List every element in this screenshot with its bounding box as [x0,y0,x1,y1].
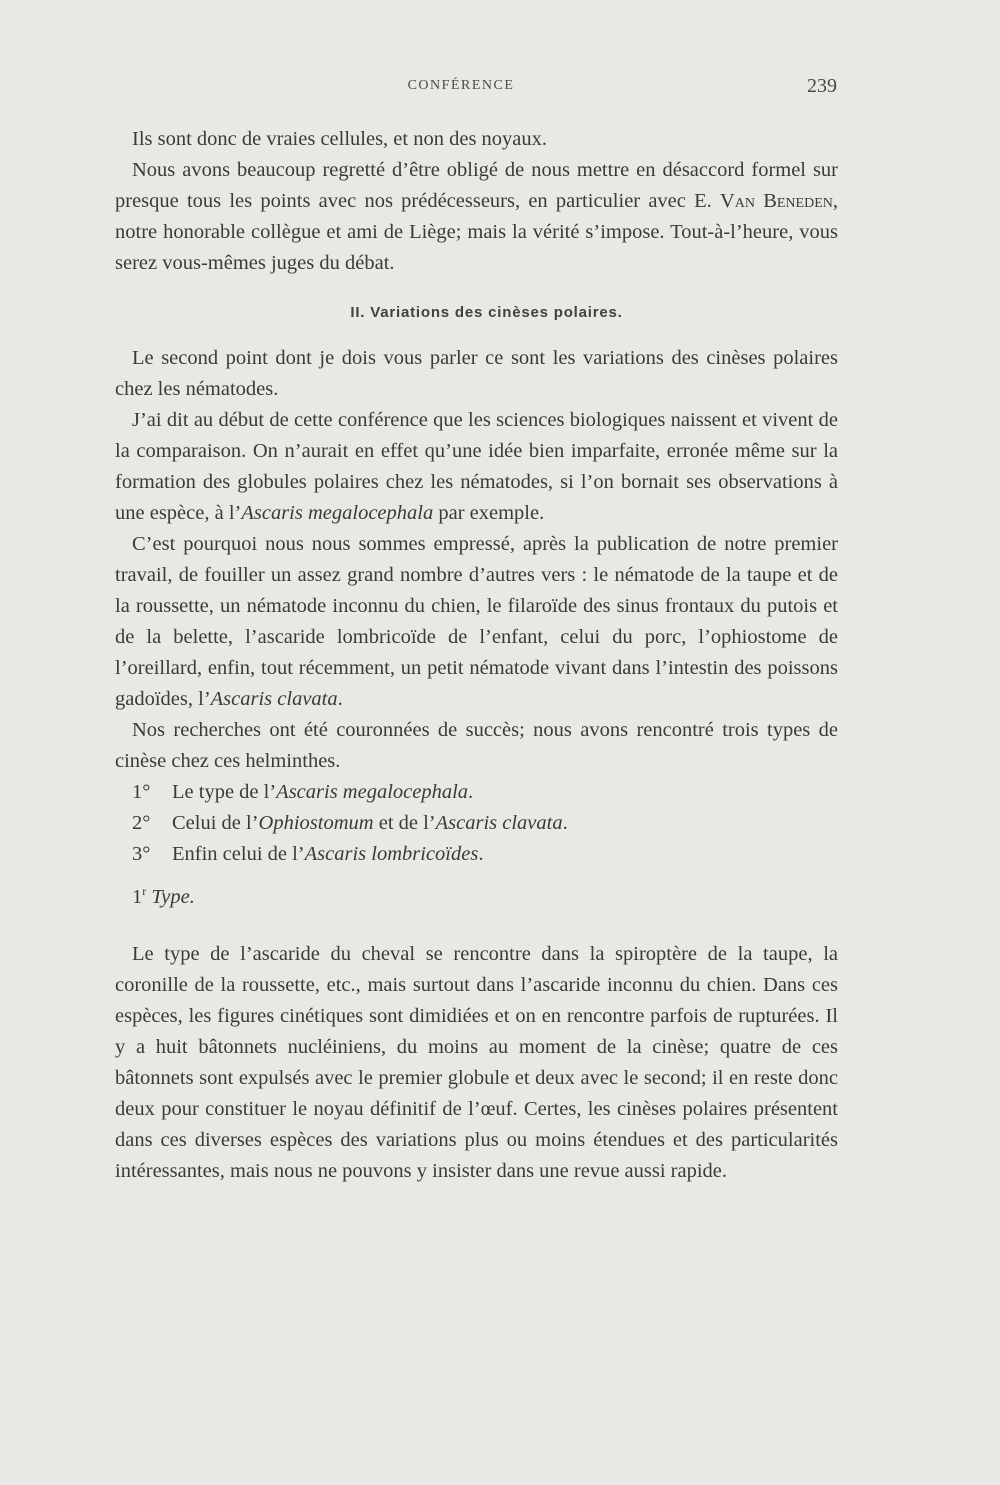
body-text [115,124,838,1187]
paragraph-7 [115,939,838,1187]
paragraph-2-text-a: Nous avons beaucoup regretté d’être obligé de nous mettre en désaccord formel sur presque tous les points avec nos prédécesseurs, en particulier avec E. [115,159,838,212]
list-text: Enfin celui de l’ [172,843,305,865]
paragraph-4-text-b: par exemple. [433,502,545,524]
list-text: . [478,843,484,865]
paragraph-2-text-b: , notre honorable collègue et ami de Liège; mais la vérité s’impose. Tout-à-l’heure, vous serez vous-mêmes juges du débat. [115,190,838,274]
paragraph-5 [115,529,838,715]
paragraph-1 [115,124,838,155]
paragraph-3 [115,343,838,405]
list-item-3 [115,839,838,870]
list-text: . [468,781,474,803]
list-text: et de l’ [373,812,436,834]
list-text: Celui de l’ [172,812,259,834]
species-name: Ascaris lombricoïdes [304,843,479,865]
author-name: Van Beneden [719,190,833,212]
type-heading [132,882,838,913]
list-number: 1° [132,781,151,803]
paragraph-4 [115,405,838,529]
list-item-1 [115,777,838,808]
list-item-2 [115,808,838,839]
section-heading: II. Variations des cinèses polaires. [350,304,623,321]
paragraph-4-text-a: J’ai dit au début de cette conférence que les sciences biologiques naissent et vivent de la comparaison. On n’aurait en effet qu’une idée bien imparfaite, erronée même sur la formation des globules polaires chez les nématodes, si l’on bornait ses observations à une espèce, à l’ [115,409,838,524]
paragraph-3-text: Le second point dont je dois vous parler ce sont les variations des cinèses polaires chez les nématodes. [115,347,838,400]
type-ordinal: r [142,884,147,899]
paragraph-7-text: Le type de l’ascaride du cheval se rencontre dans la spiroptère de la taupe, la coronille de la roussette, etc., mais surtout dans l’ascaride inconnu du chien. Dans ces espèces, les figures cinétiques sont dimidiées et on en rencontre parfois de rupturées. Il y a huit bâtonnets nucléiniens, du moins au moment de la cinèse; quatre de ces bâtonnets sont expulsés avec le premier globule et deux avec le second; il en reste donc deux pour constituer le noyau définitif de l’œuf. Certes, les cinèses polaires présentent dans ces diverses espèces des variations plus ou moins étendues et des particularités intéressantes, mais nous ne pouvons y insister dans une revue aussi rapide. [115,943,838,1182]
species-name: Ascaris clavata [435,812,563,834]
running-title: CONFÉRENCE [407,78,515,93]
species-name: Ascaris megalocephala [241,502,434,524]
species-name: Ascaris clavata [210,688,338,710]
list-text: . [562,812,568,834]
list-number: 2° [132,812,151,834]
running-head [0,75,1000,99]
species-name: Ascaris megalocephala [276,781,469,803]
type-label: Type. [151,886,195,908]
list-number: 3° [132,843,151,865]
list-text: Le type de l’ [172,781,277,803]
paragraph-6-text: Nos recherches ont été couronnées de succès; nous avons rencontré trois types de cinèse chez ces helminthes. [115,719,838,772]
paragraph-5-text-a: C’est pourquoi nous nous sommes empressé, après la publication de notre premier travail, de fouiller un assez grand nombre d’autres vers : le nématode de la taupe et de la roussette, un nématode inconnu du chien, le filaroïde des sinus frontaux du putois et de la belette, l’ascaride lombricoïde de l’enfant, celui du porc, l’ophiostome de l’oreillard, enfin, tout récemment, un petit nématode vivant dans l’intestin des poissons gadoïdes, l’ [115,533,838,710]
species-name: Ophiostomum [258,812,374,834]
page-number: 239 [807,75,837,97]
paragraph-2 [115,155,838,279]
paragraph-6 [115,715,838,777]
paragraph-1-text: Ils sont donc de vraies cellules, et non des noyaux. [132,128,548,150]
type-number: 1 [132,886,143,908]
paragraph-5-text-b: . [337,688,343,710]
